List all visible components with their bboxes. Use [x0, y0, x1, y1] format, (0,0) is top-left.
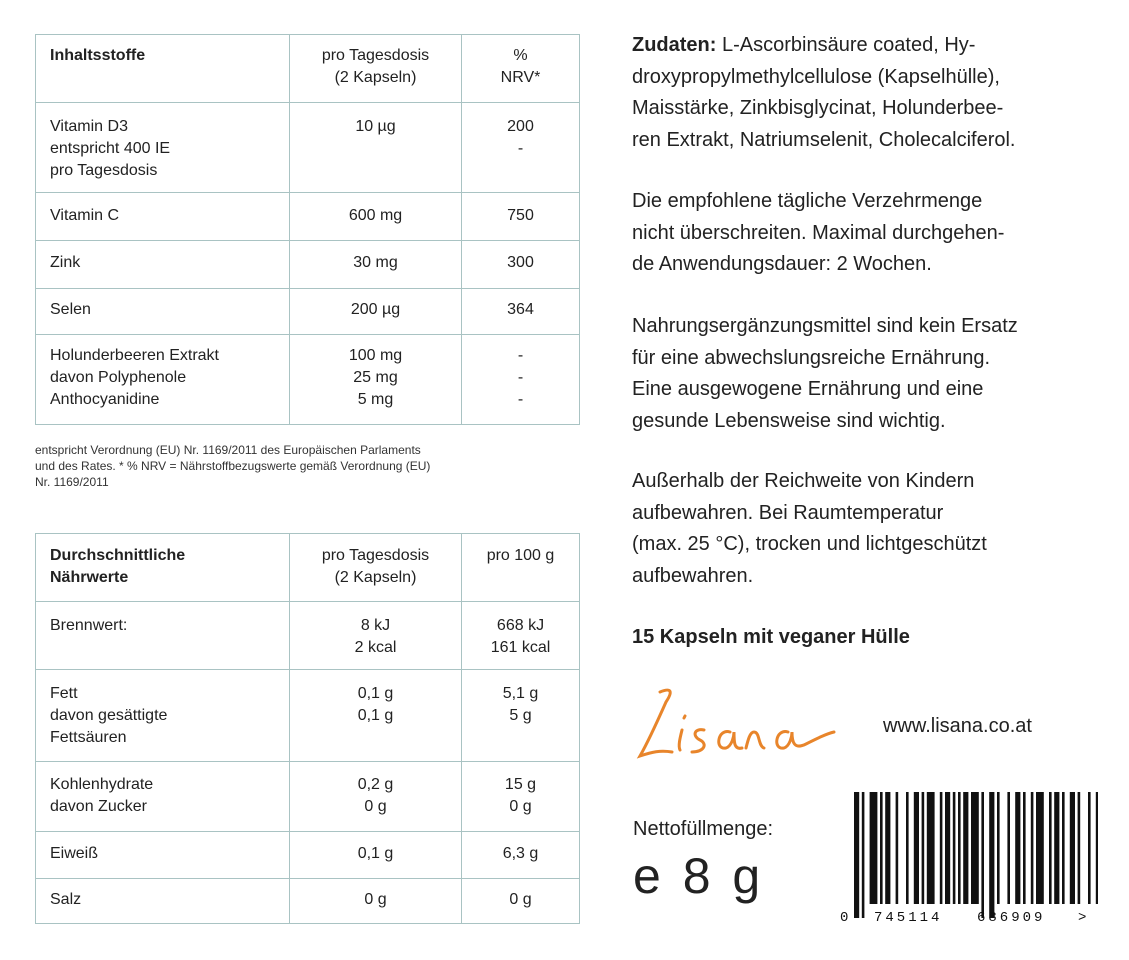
ingredients-label: Zudaten: [632, 34, 717, 56]
ean-barcode [838, 790, 1098, 935]
cell-text: 668 kJ [496, 617, 545, 634]
cell-text: Selen [50, 301, 91, 318]
barcode-bar [1054, 792, 1059, 904]
cell-text: 0,1 g [357, 685, 394, 702]
header-label: Durchschnittliche [50, 547, 186, 564]
cell-text: - [517, 391, 524, 408]
barcode-digit: 0 [840, 910, 849, 926]
ingredients-header-row [36, 35, 580, 103]
cell-text: 0 g [364, 798, 387, 815]
nutrient-name [36, 762, 290, 832]
paragraph-line: Eine ausgewogene Ernährung und eine [632, 378, 984, 400]
header-label: % [513, 47, 528, 64]
ingredient-dose [290, 289, 462, 335]
paragraph-line: Außerhalb der Reichweite von Kindern [632, 470, 975, 492]
cell-text: 0,1 g [357, 707, 394, 724]
paragraph-line: droxypropylmethylcellulose (Kapselhülle), [632, 65, 1000, 88]
header-daily-dose [290, 35, 462, 103]
header-ingredients [36, 35, 290, 103]
cell-text: 30 mg [353, 254, 398, 271]
table-row [36, 602, 580, 670]
table-row [36, 289, 580, 335]
paragraph-line: aufbewahren. Bei Raumtemperatur [632, 501, 944, 524]
ingredient-name [36, 103, 290, 193]
paragraph-line: Maisstärke, Zinkbisglycinat, Holunderbee- [632, 97, 1004, 119]
paragraph-line: L-Ascorbinsäure coated, Hy- [716, 34, 976, 56]
barcode-bar [854, 792, 859, 918]
table-row [36, 241, 580, 289]
cell-text: - [517, 369, 524, 386]
cell-text: 5,1 g [502, 685, 539, 702]
header-label: pro Tagesdosis [321, 47, 430, 64]
barcode-bar [1023, 792, 1026, 904]
paragraph-line: (max. 25 °C), trocken und lichtgeschützt [632, 533, 987, 555]
cell-text: 10 µg [355, 118, 396, 135]
cell-text: 2 kcal [354, 639, 397, 656]
capsule-count: 15 Kapseln mit veganer Hülle [632, 626, 910, 648]
ingredient-dose [290, 103, 462, 193]
nutrient-per100 [462, 832, 580, 879]
header-label: (2 Kapseln) [334, 69, 417, 86]
nutrient-per100 [462, 762, 580, 832]
barcode-bar [1062, 792, 1065, 904]
header-label: pro Tagesdosis [321, 547, 430, 564]
cell-text: davon gesättigte [50, 707, 168, 724]
barcode-bar [953, 792, 956, 904]
barcode-bar [958, 792, 961, 904]
cell-text: Holunderbeeren Extrakt [50, 347, 219, 364]
net-quantity-value: e 8 g [633, 848, 765, 904]
ingredient-name [36, 241, 290, 289]
ingredient-dose [290, 335, 462, 425]
cell-text: davon Zucker [50, 798, 147, 815]
cell-text: davon Polyphenole [50, 369, 187, 386]
header-daily-dose [290, 534, 462, 602]
paragraph-line: für eine abwechslungsreiche Ernährung. [632, 346, 990, 369]
header-label: pro 100 g [486, 547, 555, 564]
barcode-bar [922, 792, 925, 904]
barcode-bar [1015, 792, 1020, 904]
nutrition-table [35, 533, 580, 924]
footnote-line: entspricht Verordnung (EU) Nr. 1169/2011 des Europäischen Parlaments [35, 443, 421, 457]
supplement-notice-paragraph [632, 311, 1112, 437]
barcode-bar [971, 792, 979, 904]
cell-text: 0,1 g [357, 845, 394, 862]
barcode-bar [1096, 792, 1098, 904]
net-quantity-label: Nettofüllmenge: [633, 818, 774, 840]
nutrient-dose [290, 832, 462, 879]
barcode-bar [906, 792, 909, 904]
cell-text: Salz [50, 891, 82, 908]
barcode-bar [989, 792, 994, 918]
barcode-bar [945, 792, 950, 904]
nutrient-dose [290, 879, 462, 924]
nutrient-per100 [462, 879, 580, 924]
barcode-bar [963, 792, 968, 904]
barcode-bar [1049, 792, 1052, 904]
barcode-bar [1070, 792, 1075, 904]
ingredients-table [35, 34, 580, 425]
table-row [36, 762, 580, 832]
cell-text: 100 mg [348, 347, 403, 364]
cell-text: 200 µg [350, 301, 401, 318]
header-label: NRV* [500, 69, 541, 86]
paragraph-line: nicht überschreiten. Maximal durchgehen- [632, 221, 1005, 244]
cell-text: 750 [507, 207, 534, 224]
nutrient-name [36, 832, 290, 879]
paragraph-line: aufbewahren. [632, 564, 754, 587]
cell-text: 15 g [504, 776, 537, 793]
barcode-bar [997, 792, 1000, 904]
ingredient-nrv [462, 193, 580, 241]
barcode-bar [1007, 792, 1010, 904]
lisana-logo [630, 680, 840, 775]
nutrient-name [36, 602, 290, 670]
dosage-paragraph [632, 186, 1112, 281]
cell-text: 0 g [364, 891, 387, 908]
footnote-line: und des Rates. * % NRV = Nährstoffbezugswerte gemäß Verordnung (EU) [35, 459, 431, 473]
header-nrv [462, 35, 580, 103]
ingredient-name [36, 193, 290, 241]
barcode-bar [927, 792, 935, 904]
barcode-bar [896, 792, 899, 904]
cell-text: 5 mg [357, 391, 394, 408]
barcode-digit: 686909 [977, 910, 1046, 926]
cell-text: 6,3 g [502, 845, 539, 862]
cell-text: Zink [50, 254, 81, 271]
table-row [36, 193, 580, 241]
cell-text: 0 g [509, 798, 532, 815]
barcode-digit: 745114 [874, 910, 943, 926]
table-row [36, 103, 580, 193]
cell-text: 600 mg [348, 207, 403, 224]
cell-text: - [517, 347, 524, 364]
paragraph-line: gesunde Lebensweise sind wichtig. [632, 409, 946, 432]
cell-text: Vitamin D3 [50, 118, 128, 135]
ingredient-nrv [462, 103, 580, 193]
paragraph-line: Nahrungsergänzungsmittel sind kein Ersatz [632, 315, 1018, 337]
barcode-bar [940, 792, 943, 904]
header-label: (2 Kapseln) [334, 569, 417, 586]
cell-text: 0 g [509, 891, 532, 908]
header-label: Nährwerte [50, 569, 129, 586]
barcode-bar [885, 792, 890, 904]
cell-text: Vitamin C [50, 207, 120, 224]
cell-text: 25 mg [353, 369, 398, 386]
ingredient-dose [290, 193, 462, 241]
cell-text: 0,2 g [357, 776, 394, 793]
ingredient-nrv [462, 335, 580, 425]
barcode-bar [1036, 792, 1044, 904]
table-row [36, 879, 580, 924]
ingredients-paragraph [632, 30, 1112, 156]
cell-text: Fettsäuren [50, 729, 127, 746]
barcode-bar [914, 792, 919, 904]
barcode-digit: > [1078, 910, 1087, 926]
paragraph-line: de Anwendungsdauer: 2 Wochen. [632, 253, 932, 275]
cell-text: 8 kJ [360, 617, 391, 634]
ingredient-name [36, 335, 290, 425]
nutrient-dose [290, 670, 462, 762]
cell-text: pro Tagesdosis [50, 162, 158, 179]
barcode-bar [870, 792, 878, 904]
cell-text: Eiweiß [50, 845, 99, 862]
cell-text: 300 [507, 254, 534, 271]
regulation-footnote [35, 442, 575, 490]
storage-paragraph [632, 466, 1112, 592]
cell-text: Kohlenhydrate [50, 776, 154, 793]
footnote-line: Nr. 1169/2011 [35, 475, 109, 489]
ingredient-name [36, 289, 290, 335]
barcode-bar [880, 792, 883, 904]
nutrient-name [36, 670, 290, 762]
table-row [36, 335, 580, 425]
cell-text: 200 [507, 118, 534, 135]
nutrient-dose [290, 762, 462, 832]
ingredient-dose [290, 241, 462, 289]
barcode-bar [1088, 792, 1091, 904]
cell-text: 5 g [509, 707, 532, 724]
cell-text: - [517, 140, 524, 157]
paragraph-line: Die empfohlene tägliche Verzehrmenge [632, 190, 983, 212]
table-row [36, 670, 580, 762]
paragraph-line: ren Extrakt, Natriumselenit, Cholecalciferol. [632, 128, 1016, 151]
barcode-bar [1078, 792, 1081, 904]
nutrient-dose [290, 602, 462, 670]
barcode-bar [981, 792, 984, 918]
cell-text: entspricht 400 IE [50, 140, 171, 157]
header-per-100g [462, 534, 580, 602]
website-url: www.lisana.co.at [883, 715, 1032, 737]
cell-text: Anthocyanidine [50, 391, 160, 408]
ingredient-nrv [462, 289, 580, 335]
header-nutrition [36, 534, 290, 602]
nutrient-per100 [462, 602, 580, 670]
barcode-bar [1031, 792, 1034, 904]
cell-text: Brennwert: [50, 617, 128, 634]
nutrient-per100 [462, 670, 580, 762]
nutrition-header-row [36, 534, 580, 602]
cell-text: 161 kcal [490, 639, 551, 656]
cell-text: 364 [507, 301, 534, 318]
barcode-bar [862, 792, 865, 918]
header-label: Inhaltsstoffe [50, 47, 146, 64]
table-row [36, 832, 580, 879]
cell-text: Fett [50, 685, 78, 702]
ingredient-nrv [462, 241, 580, 289]
nutrient-name [36, 879, 290, 924]
